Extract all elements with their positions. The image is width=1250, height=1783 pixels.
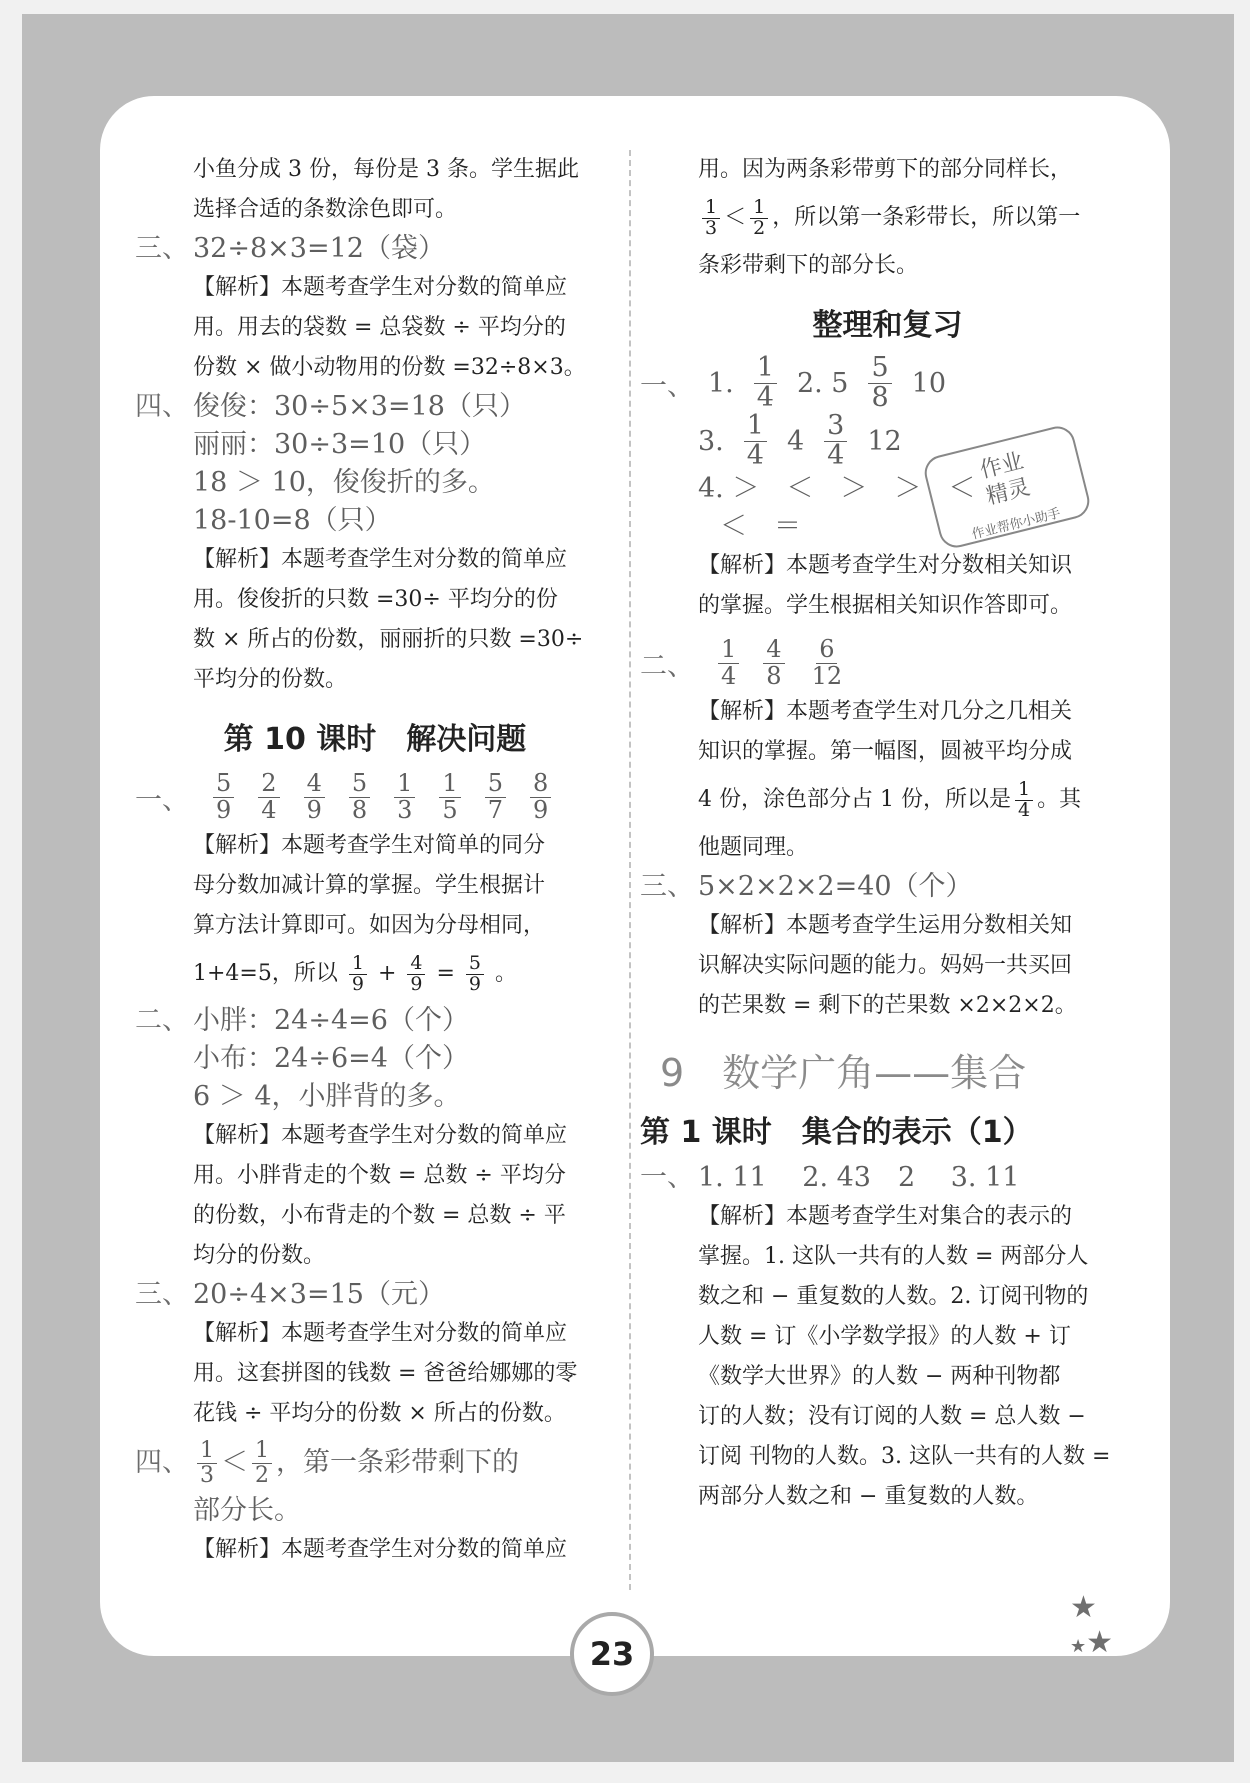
text-line: $\frac{1}{3}$ ＜ $\frac{1}{2}$ ，所以第一条彩带长，所以第一 bbox=[640, 190, 1135, 246]
lesson-heading: 第 1 课时 集合的表示（1） bbox=[640, 1115, 1033, 1150]
answer-line: 丽丽：30÷3=10（只） bbox=[193, 429, 487, 460]
answer-4: 四、 俊俊：30÷5×3=18（只） bbox=[135, 391, 526, 422]
analysis-line: 用。这套拼图的钱数 = 爸爸给娜娜的零 bbox=[193, 1361, 578, 1386]
analysis-line: 数 × 所占的份数，丽丽折的只数 =30÷ bbox=[193, 627, 584, 652]
fraction: $\frac{5}{7}$ bbox=[485, 771, 506, 822]
fraction-answers-1: 一、 $\frac{5}{9}$ $\frac{2}{4}$ $\frac{4}{9}$ $\frac{5}{8}$ $\frac{1}{3}$ $\frac{1}{5}$ $\frac{5}{7}$ $\frac{8}{9}$ bbox=[135, 768, 615, 826]
review-answer-1: 一、 1. $\frac{1}{4}$ 2. 5 $\frac{5}{8}$ 10 bbox=[640, 352, 947, 413]
analysis-line: 数之和 − 重复数的人数。2. 订阅刊物的 bbox=[698, 1284, 1089, 1309]
analysis-line: 识解决实际问题的能力。妈妈一共买回 bbox=[698, 953, 1073, 978]
analysis-line: 【解析】本题考查学生对分数的简单应 bbox=[193, 275, 568, 300]
lesson-heading: 第 10 课时 解决问题 bbox=[223, 722, 527, 757]
fraction: $\frac{1}{3}$ bbox=[394, 771, 415, 822]
analysis-line: 份数 × 做小动物用的份数 =32÷8×3。 bbox=[193, 355, 586, 380]
watermark-stamp: 作业 精灵 作业帮你小助手 bbox=[921, 423, 1093, 551]
analysis-line: 人数 = 订《小学数学报》的人数 + 订 bbox=[698, 1324, 1071, 1349]
analysis-line: 母分数加减计算的掌握。学生根据计 bbox=[193, 873, 546, 898]
review-answer-3: 三、 5×2×2×2=40（个） bbox=[640, 871, 973, 902]
analysis-line: 用。用去的袋数 = 总袋数 ÷ 平均分的 bbox=[193, 315, 566, 340]
text-line: 用。因为两条彩带剪下的部分同样长， bbox=[698, 157, 1073, 182]
fraction: $\frac{5}{9}$ bbox=[213, 771, 234, 822]
analysis-line: 知识的掌握。第一幅图，圆被平均分成 bbox=[698, 739, 1073, 764]
analysis-formula: 4 份，涂色部分占 1 份，所以是 $\frac{1}{4}$ 。其 bbox=[698, 777, 1082, 821]
column-divider bbox=[629, 150, 631, 1590]
analysis-line: 【解析】本题考查学生对分数的简单应 bbox=[193, 1321, 568, 1346]
analysis-line: 【解析】本题考查学生对集合的表示的 bbox=[698, 1204, 1073, 1229]
answer-line: 18 ＞ 10，俊俊折的多。 bbox=[193, 467, 495, 498]
fraction: $\frac{1}{5}$ bbox=[439, 771, 460, 822]
fraction: $\frac{4}{9}$ bbox=[304, 771, 325, 822]
answer-4b: 四、 $\frac{1}{3}$ ＜ $\frac{1}{2}$ ，第一条彩带剩下的 bbox=[135, 1438, 519, 1488]
fraction: $\frac{6}{12}$ bbox=[811, 635, 843, 690]
review-answer-1e: ＜ ＝ bbox=[720, 511, 801, 542]
answer-line: 部分长。 bbox=[193, 1495, 301, 1526]
analysis-line: 两部分人数之和 − 重复数的人数。 bbox=[698, 1484, 1039, 1509]
analysis-line: 平均分的份数。 bbox=[193, 667, 348, 692]
review-answer-2: 二、 $\frac{1}{4}$ $\frac{4}{8}$ $\frac{6}{12}$ bbox=[640, 634, 1135, 692]
fraction: $\frac{4}{8}$ bbox=[763, 637, 784, 688]
answer-line: 6 ＞ 4，小胖背的多。 bbox=[193, 1081, 461, 1112]
analysis-line: 用。俊俊折的只数 =30÷ 平均分的份 bbox=[193, 587, 558, 612]
answer-3: 三、 32÷8×3=12（袋） bbox=[135, 233, 445, 264]
fraction: $\frac{2}{4}$ bbox=[258, 771, 279, 822]
right-column bbox=[640, 150, 1135, 1517]
analysis-line: 【解析】本题考查学生对分数的简单应 bbox=[193, 1123, 568, 1148]
analysis-line: 【解析】本题考查学生运用分数相关知 bbox=[698, 913, 1073, 938]
analysis-line: 订阅 刊物的人数。3. 这队一共有的人数 = bbox=[698, 1444, 1111, 1469]
answer-line: 小布：24÷6=4（个） bbox=[193, 1043, 469, 1074]
fraction: $\frac{1}{4}$ bbox=[718, 637, 739, 688]
fraction: $\frac{5}{8}$ bbox=[349, 771, 370, 822]
analysis-line: 的掌握。学生根据相关知识作答即可。 bbox=[698, 593, 1073, 618]
left-column bbox=[135, 150, 615, 1570]
analysis-line: 的芒果数 = 剩下的芒果数 ×2×2×2。 bbox=[698, 993, 1077, 1018]
analysis-line: 【解析】本题考查学生对分数的简单应 bbox=[193, 1537, 568, 1562]
review-answer-1d: 4. ＞ ＜ ＞ ＞ ＜ bbox=[698, 473, 976, 504]
page-number: 23 bbox=[570, 1612, 654, 1696]
answer-2: 二、 小胖：24÷4=6（个） bbox=[135, 1005, 469, 1036]
analysis-line: 订的人数；没有订阅的人数 = 总人数 − bbox=[698, 1404, 1086, 1429]
unit-heading: 9 数学广角——集合 bbox=[660, 1051, 1027, 1095]
analysis-line: 均分的份数。 bbox=[193, 1243, 326, 1268]
analysis-line: 《数学大世界》的人数 − 两种刊物都 bbox=[698, 1364, 1061, 1389]
text-line: 条彩带剩下的部分长。 bbox=[698, 253, 919, 278]
analysis-line: 【解析】本题考查学生对分数相关知识 bbox=[698, 553, 1073, 578]
analysis-line: 用。小胖背走的个数 = 总数 ÷ 平均分 bbox=[193, 1163, 566, 1188]
analysis-line: 花钱 ÷ 平均分的份数 × 所占的份数。 bbox=[193, 1401, 566, 1426]
analysis-line: 他题同理。 bbox=[698, 835, 809, 860]
analysis-line: 的份数，小布背走的个数 = 总数 ÷ 平 bbox=[193, 1203, 566, 1228]
analysis-formula: 1+4=5，所以 $\frac{1}{9}$ + $\frac{4}{9}$ = $\frac{5}{9}$ 。 bbox=[193, 951, 518, 995]
analysis-line: 【解析】本题考查学生对几分之几相关 bbox=[698, 699, 1073, 724]
fraction-list bbox=[708, 637, 855, 688]
review-answer-1c: 3. $\frac{1}{4}$ 4 $\frac{3}{4}$ 12 bbox=[698, 410, 902, 471]
analysis-line: 掌握。1. 这队一共有的人数 = 两部分人 bbox=[698, 1244, 1089, 1269]
review-heading: 整理和复习 bbox=[812, 308, 963, 343]
star-decoration-icon: ★ ★★ bbox=[1070, 1590, 1114, 1660]
answer-3b: 三、 20÷4×3=15（元） bbox=[135, 1279, 445, 1310]
analysis-line: 【解析】本题考查学生对分数的简单应 bbox=[193, 547, 568, 572]
analysis-line: 算方法计算即可。如因为分母相同， bbox=[193, 913, 546, 938]
fraction-list bbox=[203, 771, 561, 822]
text-line: 小鱼分成 3 份，每份是 3 条。学生据此 bbox=[193, 157, 579, 182]
text-line: 选择合适的条数涂色即可。 bbox=[193, 197, 458, 222]
set-answer-1: 一、 1. 11 2. 43 2 3. 11 bbox=[640, 1162, 1020, 1193]
analysis-line: 【解析】本题考查学生对简单的同分 bbox=[193, 833, 546, 858]
fraction: $\frac{8}{9}$ bbox=[530, 771, 551, 822]
answer-line: 18-10=8（只） bbox=[193, 505, 392, 536]
